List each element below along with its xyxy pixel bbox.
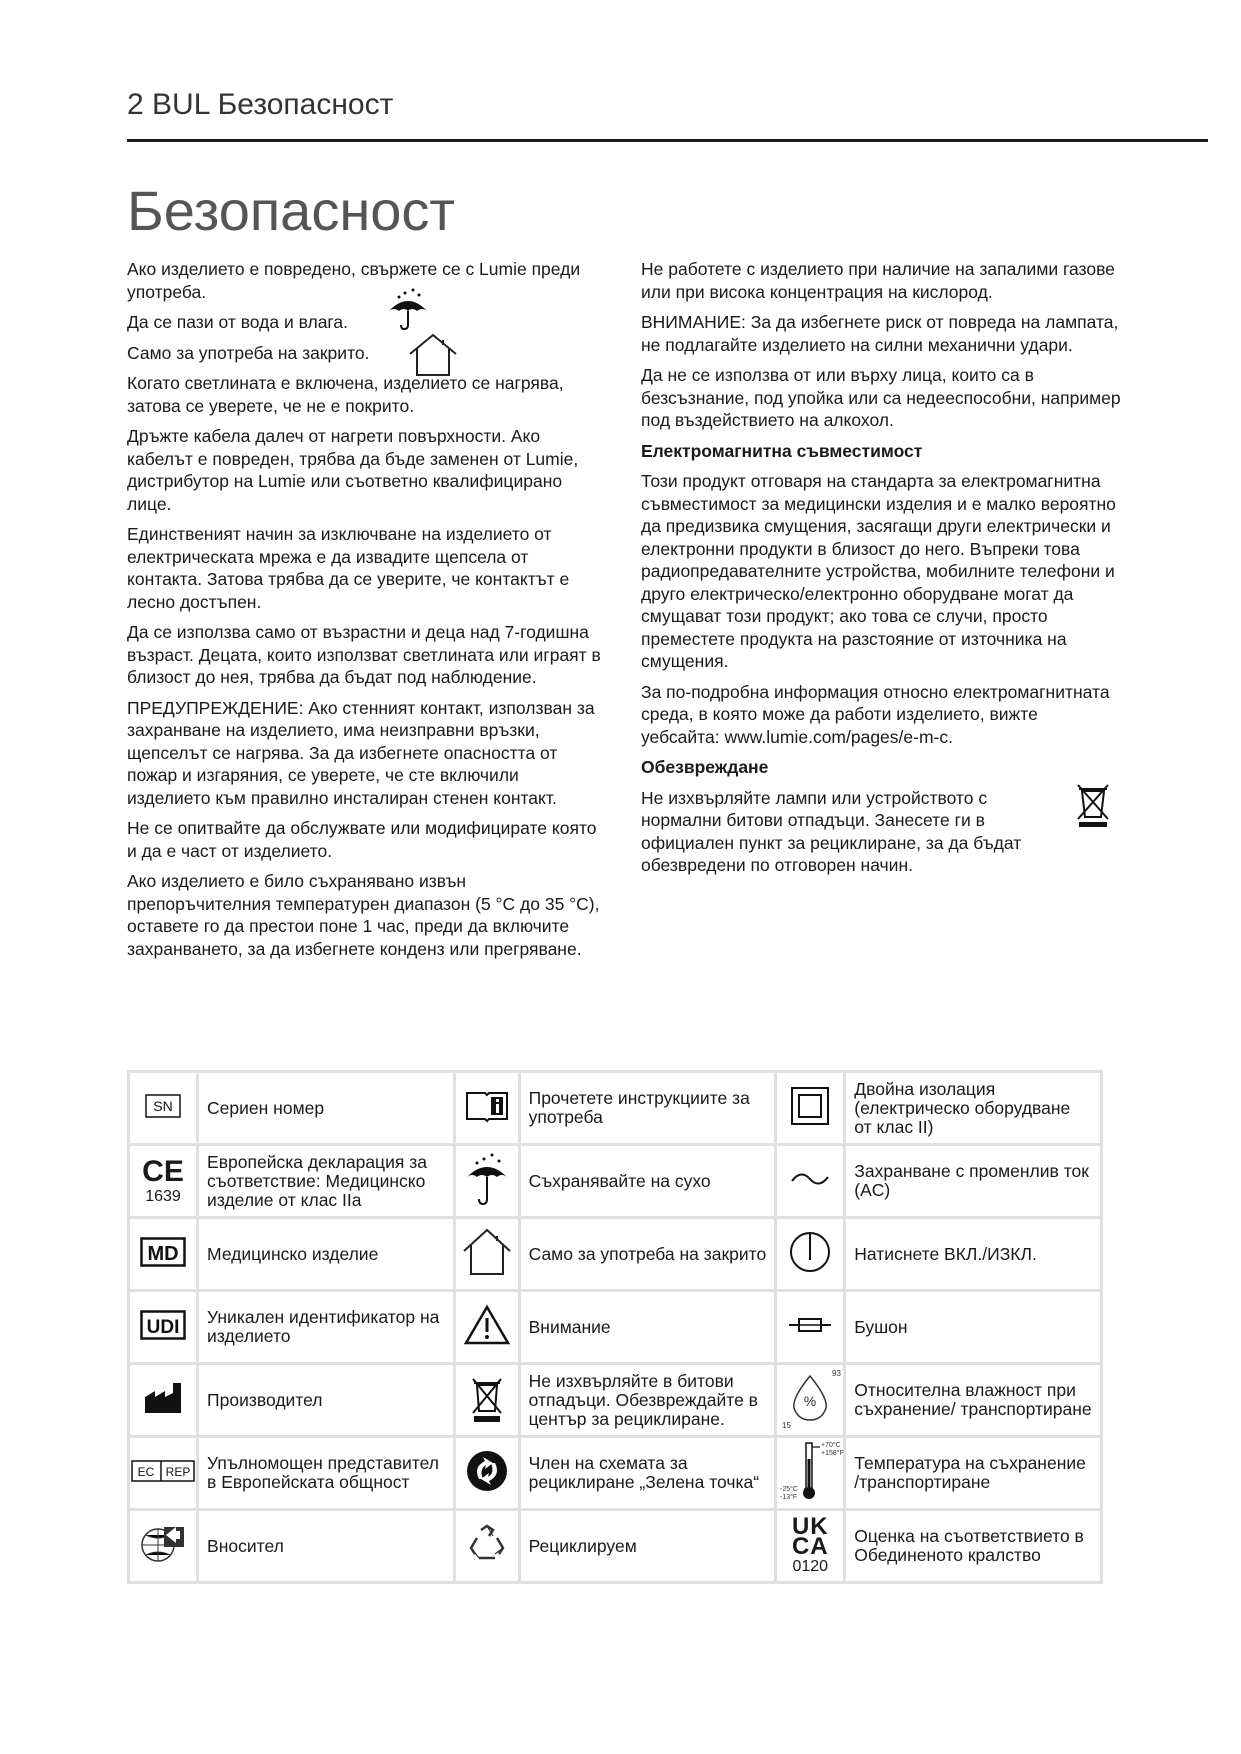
left-p7: Да се използва само от възрастни и деца над 7-годишна възраст. Децата, които използват светлината или играят в близост до нея, трябва да бъдат под наблюдение. [127,622,601,687]
rep-glyph: REP [165,1465,191,1479]
ecrep-label: Упълномощен представител в Европейската общност [198,1437,455,1510]
left-p5: Дръжте кабела далеч от нагрети повърхности. Ако кабелът е повреден, трябва да бъде заменен от Lumie, дистрибутор на Lumie или съответно квалифицирано лице. [127,426,579,514]
table-row [129,1145,1102,1218]
ec-rep-icon [129,1437,198,1510]
humidity-max: 93 [832,1369,842,1378]
ukca-approved-body: 0120 [792,1557,829,1575]
serial-number-icon [129,1072,198,1145]
left-p9: Не се опитвайте да обслужвате или модифицирате която и да е част от изделието. [127,818,597,861]
emc-heading: Електромагнитна съвместимост [641,440,923,461]
indoor-label: Само за употреба на закрито [519,1218,776,1291]
fuse-icon [776,1291,845,1364]
medical-device-icon [129,1218,198,1291]
table-row [129,1510,1102,1583]
importer-label: Вносител [198,1510,455,1583]
right-p6-text: Не изхвърляйте лампи или устройството с нормални битови отпадъци. Занесете ги в официален пункт за рециклиране, за да бъдат обезвредени по отговорен начин. [641,787,1022,875]
weee-label: Не изхвърляйте в битови отпадъци. Обезвреждайте в център за рециклиране. [519,1364,776,1437]
right-column [641,258,1121,885]
md-glyph: MD [147,1243,179,1265]
factory-icon [129,1364,198,1437]
left-p1: Ако изделието е повредено, свържете се с Lumie преди употреба. [127,259,581,302]
left-p2 [127,311,607,334]
temp-max-f: +158°F [821,1450,845,1457]
left-p8: ПРЕДУПРЕЖДЕНИЕ: Ако стенният контакт, използван за захранване на изделието, има неизправни връзки, щепселът се нагрява. За да избегнете опасността от пожар и изгаряния, се уверете, че сте включили изделието към правилно инсталиран стенен контакт. [127,697,595,808]
warning-triangle-icon [454,1291,519,1364]
right-p3: Да не се използва от или върху лица, които са в безсъзнание, под упойка или са недееспособни, например под въздействието на алкохол. [641,365,1121,430]
left-p3-text: Само за употреба на закрито. [127,342,370,363]
double-insulation-label: Двойна изолация (електрическо оборудване от клас II) [845,1072,1102,1145]
md-label: Медицинско изделие [198,1218,455,1291]
right-p2: ВНИМАНИЕ: За да избегнете риск от повреда на лампата, не подлагайте изделието на силни механични удари. [641,312,1119,355]
ukca-mark-icon: UK CA 0120 [776,1510,845,1583]
right-p4: Този продукт отговаря на стандарта за електромагнитна съвместимост за медицински изделия и е малко вероятно да предизвика смущения, засягащи други електрически и електронни продукти в близост до него. Въпреки това радиопредавателните устройства, мобилните телефони и друго електрическо/електронно оборудване могат да смущават този продукт; ако това се случи, просто преместете продукта на разстояние от източника на смущения. [641,471,1116,671]
left-p10: Ако изделието е било съхранявано извън препоръчителния температурен диапазон (5 °C до 35 °C), оставете го да престои поне 1 час, преди да включите захранването, за да избегнете конденз или прегряване. [127,871,600,959]
ce-mark-icon: CE 1639 [129,1145,198,1218]
left-p4: Когато светлината е включена, изделието се нагрява, затова се уверете, че не е покрито. [127,373,564,416]
right-p6 [641,787,1121,877]
humidity-label: Относителна влажност при съхранение/ транспортиране [845,1364,1102,1437]
umbrella-rain-icon [385,287,431,337]
onoff-label: Натиснете ВКЛ./ИЗКЛ. [845,1218,1102,1291]
table-row [129,1291,1102,1364]
right-p1: Не работете с изделието при наличие на запалими газове или при висока концентрация на кислород. [641,259,1115,302]
temp-min-f: -13°F [780,1494,798,1501]
caution-label: Внимание [519,1291,776,1364]
table-row [129,1218,1102,1291]
recyclable-label: Рециклируем [519,1510,776,1583]
udi-icon [129,1291,198,1364]
left-p6: Единственият начин за изключване на изделието от електрическата мрежа е да извадите щепсела от контакта. Затова трябва да се уверите, че контактът е лесно достъпен. [127,524,570,612]
temp-max-c: +70°C [821,1442,841,1449]
symbols-table [127,1070,1103,1584]
serial-number-label: Сериен номер [198,1072,455,1145]
double-square-icon [776,1072,845,1145]
page-title: Безопасност [127,179,456,242]
table-row [129,1072,1102,1145]
udi-glyph: UDI [146,1317,180,1338]
manufacturer-label: Производител [198,1364,455,1437]
thermometer-icon [776,1437,845,1510]
keep-dry-label: Съхранявайте на сухо [519,1145,776,1218]
ukca-label: Оценка на съответствието в Обединеното кралство [845,1510,1102,1583]
ac-wave-icon [776,1145,845,1218]
left-column [127,258,607,968]
ce-notified-body: 1639 [145,1187,181,1205]
sn-glyph: SN [153,1098,173,1114]
weee-bin-icon [454,1364,519,1437]
book-info-icon [454,1072,519,1145]
green-dot-icon [454,1437,519,1510]
left-p2-text: Да се пази от вода и влага. [127,312,349,332]
umbrella-icon [454,1145,519,1218]
disposal-heading: Обезвреждане [641,757,769,777]
fuse-label: Бушон [845,1291,1102,1364]
svg-text:%: % [804,1393,817,1409]
house-icon [407,332,459,384]
power-push-icon [776,1218,845,1291]
ac-label: Захранване с променлив ток (AC) [845,1145,1102,1218]
temperature-label: Температура на съхранение /транспортиране [845,1437,1102,1510]
ce-label: Европейска декларация за съответствие: Медицинско изделие от клас IIa [198,1145,455,1218]
importer-icon [129,1510,198,1583]
header-rule [127,139,1208,142]
humidity-icon [776,1364,845,1437]
recycle-icon [454,1510,519,1583]
table-row [129,1364,1102,1437]
ifu-label: Прочетете инструкциите за употреба [519,1072,776,1145]
house-indoor-icon [454,1218,519,1291]
udi-label: Уникален идентификатор на изделието [198,1291,455,1364]
temp-min-c: -25°C [780,1486,799,1493]
running-header: 2 BUL Безопасност [127,88,394,121]
right-p5: За по-подробна информация относно електромагнитната среда, в която може да работи изделието, вижте уебсайта: www.lumie.com/pages/e-m-c. [641,681,1110,747]
humidity-min: 15 [782,1421,792,1430]
ec-glyph: EC [137,1465,155,1479]
left-p3 [127,342,607,365]
table-row [129,1437,1102,1510]
green-dot-label: Член на схемата за рециклиране „Зелена точка“ [519,1437,776,1510]
crossed-bin-icon [1073,781,1113,835]
